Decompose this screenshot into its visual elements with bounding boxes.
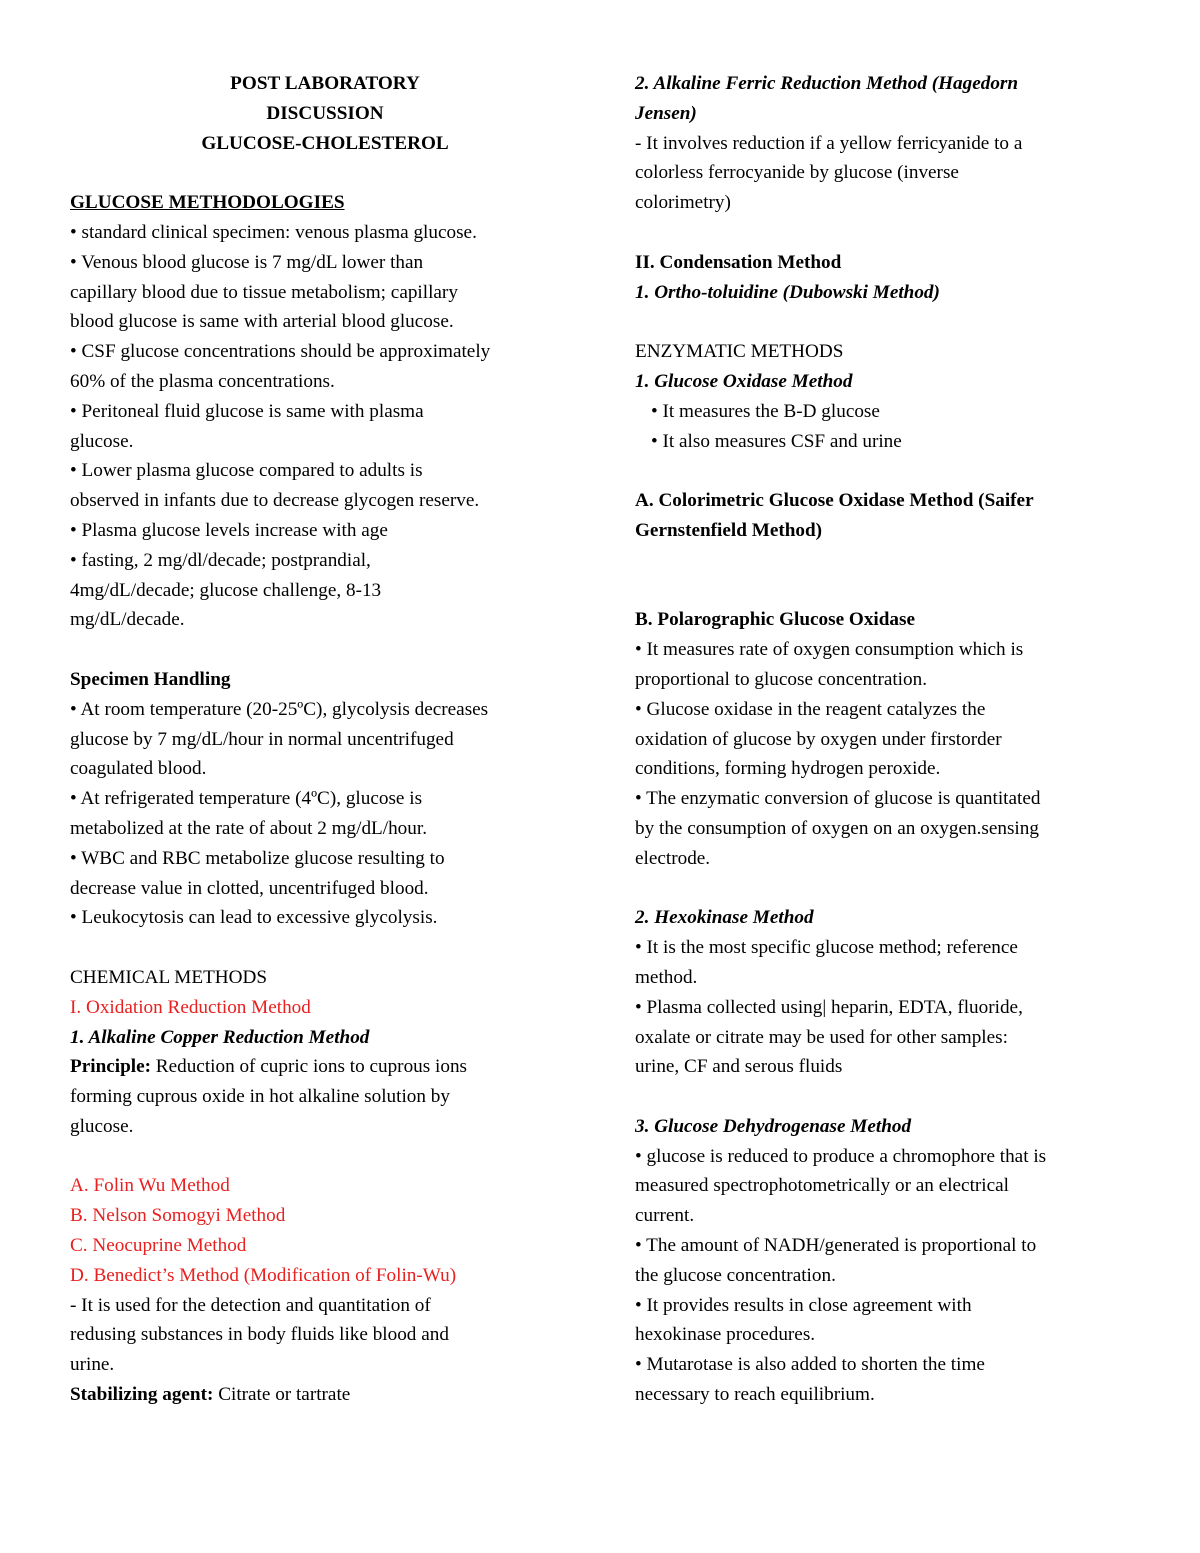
title-line: POST LABORATORY — [230, 73, 420, 94]
text-line: • At room temperature (20-25ºC), glycolysis decreases — [70, 698, 489, 720]
text-line: urine, CF and serous fluids — [635, 1056, 843, 1078]
text-line: colorless ferrocyanide by glucose (inverse — [635, 162, 959, 184]
text-line: • It also measures CSF and urine — [651, 430, 902, 452]
text-line: • CSF glucose concentrations should be approximately — [70, 341, 491, 363]
ferric-reduction-heading: 2. Alkaline Ferric Reduction Method (Hagedorn — [635, 73, 1019, 94]
title-line: GLUCOSE-CHOLESTEROL — [201, 132, 449, 154]
text-line: decrease value in clotted, uncentrifuged blood. — [70, 877, 429, 899]
condensation-heading: II. Condensation Method — [635, 251, 842, 273]
principle-text: Reduction of cupric ions to cuprous ions — [151, 1056, 468, 1078]
text-line: • Peritoneal fluid glucose is same with plasma — [70, 400, 424, 422]
stabilizing-text: Citrate or tartrate — [213, 1384, 351, 1406]
text-line: current. — [635, 1205, 695, 1227]
text-line: • Lower plasma glucose compared to adults is — [70, 460, 423, 482]
text-line: coagulated blood. — [70, 758, 207, 780]
text-line: glucose. — [70, 430, 134, 452]
text-line: oxidation of glucose by oxygen under firstorder — [635, 728, 1002, 750]
text-line: • WBC and RBC metabolize glucose resulting to — [70, 847, 445, 869]
text-line: glucose. — [70, 1115, 134, 1137]
text-line: urine. — [70, 1354, 115, 1376]
principle-label: Principle: — [70, 1056, 151, 1078]
colorimetric-heading: Gernstenfield Method) — [635, 519, 823, 541]
text-line: mg/dL/decade. — [70, 609, 185, 631]
dehydrogenase-heading: 3. Glucose Dehydrogenase Method — [635, 1115, 912, 1137]
text-line: • It is the most specific glucose method; reference — [635, 937, 1018, 959]
text-line: necessary to reach equilibrium. — [635, 1384, 875, 1406]
section-heading-enzymatic-methods: ENZYMATIC METHODS — [635, 341, 844, 363]
text-line: • Glucose oxidase in the reagent catalyzes the — [635, 698, 986, 720]
text-line: colorimetry) — [635, 192, 731, 214]
text-line: • Venous blood glucose is 7 mg/dL lower than — [70, 251, 424, 273]
text-line: electrode. — [635, 847, 711, 869]
text-line: • At refrigerated temperature (4ºC), glucose is — [70, 788, 423, 810]
text-line: 60% of the plasma concentrations. — [70, 370, 335, 392]
stabilizing-label: Stabilizing agent: — [70, 1384, 214, 1406]
section-heading-specimen-handling: Specimen Handling — [70, 668, 231, 690]
text-line: • Leukocytosis can lead to excessive glycolysis. — [70, 907, 438, 929]
method-item-red: C. Neocuprine Method — [70, 1235, 247, 1257]
ortho-toluidine-heading: 1. Ortho-toluidine (Dubowski Method) — [635, 281, 940, 303]
text-line: • It measures the B-D glucose — [651, 400, 880, 422]
text-line: metabolized at the rate of about 2 mg/dL/hour. — [70, 817, 427, 839]
section-heading-chemical-methods: CHEMICAL METHODS — [70, 966, 268, 988]
text-line: conditions, forming hydrogen peroxide. — [635, 758, 941, 780]
stabilizing-line — [70, 1380, 580, 1410]
text-line: redusing substances in body fluids like blood and — [70, 1324, 449, 1346]
text-line: measured spectrophotometrically or an electrical — [635, 1175, 1009, 1197]
text-line: method. — [635, 966, 698, 988]
hexokinase-heading: 2. Hexokinase Method — [635, 907, 814, 929]
text-line: • Plasma collected using| heparin, EDTA, fluoride, — [635, 996, 1023, 1018]
title-line: DISCUSSION — [266, 102, 384, 124]
text-line: 4mg/dL/decade; glucose challenge, 8-13 — [70, 579, 382, 601]
text-line: • Mutarotase is also added to shorten the time — [635, 1354, 985, 1376]
text-line: hexokinase procedures. — [635, 1324, 816, 1346]
section-heading-glucose-methodologies: GLUCOSE METHODOLOGIES — [70, 192, 345, 214]
copper-reduction-heading: 1. Alkaline Copper Reduction Method — [70, 1026, 370, 1048]
glucose-oxidase-heading: 1. Glucose Oxidase Method — [635, 370, 853, 392]
text-line: forming cuprous oxide in hot alkaline solution by — [70, 1086, 450, 1108]
text-line: oxalate or citrate may be used for other samples: — [635, 1026, 1008, 1048]
text-line: glucose by 7 mg/dL/hour in normal uncentrifuged — [70, 728, 454, 750]
text-line: • It provides results in close agreement with — [635, 1294, 972, 1316]
text-line: capillary blood due to tissue metabolism; capillary — [70, 281, 458, 303]
text-line: observed in infants due to decrease glycogen reserve. — [70, 490, 480, 512]
polarographic-heading: B. Polarographic Glucose Oxidase — [635, 609, 915, 631]
principle-line — [70, 1052, 580, 1082]
text-line: blood glucose is same with arterial blood glucose. — [70, 311, 454, 333]
text-line: proportional to glucose concentration. — [635, 668, 927, 690]
text-line: the glucose concentration. — [635, 1264, 836, 1286]
colorimetric-heading: A. Colorimetric Glucose Oxidase Method (Saifer — [635, 490, 1034, 512]
text-line: by the consumption of oxygen on an oxygen.sensing — [635, 817, 1039, 839]
right-column — [635, 69, 1135, 1410]
text-line: • standard clinical specimen: venous plasma glucose. — [70, 221, 477, 243]
text-line: - It involves reduction if a yellow ferricyanide to a — [635, 132, 1023, 154]
text-line: - It is used for the detection and quantitation of — [70, 1294, 431, 1316]
left-column — [70, 69, 580, 1410]
method-item-red: D. Benedict’s Method (Modification of Folin-Wu) — [70, 1264, 457, 1286]
method-item-red: A. Folin Wu Method — [70, 1175, 230, 1197]
text-line: • It measures rate of oxygen consumption which is — [635, 639, 1024, 661]
text-line: • The amount of NADH/generated is proportional to — [635, 1235, 1037, 1257]
oxidation-reduction-heading: I. Oxidation Reduction Method — [70, 996, 311, 1018]
text-line: • The enzymatic conversion of glucose is quantitated — [635, 788, 1041, 810]
method-item-red: B. Nelson Somogyi Method — [70, 1205, 286, 1227]
text-line: • glucose is reduced to produce a chromophore that is — [635, 1145, 1047, 1167]
text-line: • fasting, 2 mg/dl/decade; postprandial, — [70, 549, 371, 571]
text-line: • Plasma glucose levels increase with age — [70, 519, 388, 541]
ferric-reduction-heading: Jensen) — [635, 102, 697, 124]
